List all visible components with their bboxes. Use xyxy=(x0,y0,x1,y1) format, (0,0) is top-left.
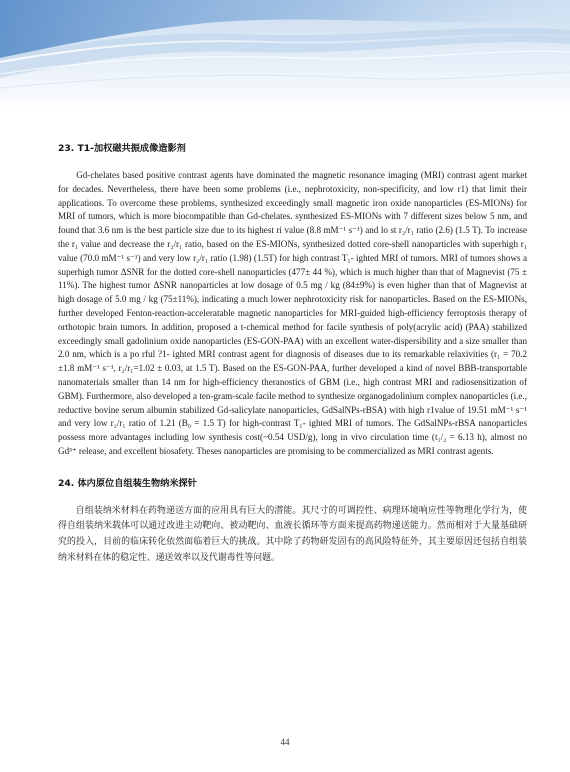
section-23-paragraph: Gd-chelates based positive contrast agents have dominated the magnetic resonance imaging (MRI) contrast agent market for decades. Nevertheless, there have been some problems (i.e., nephrotoxicity, non-specificity, and low r1) that limit their applications. To overcome these problems, synthesized exceedingly small magnetic iron oxide nanoparticles (ES-MIONs) for MRI of tumors, which is more biocompatible than Gd-chelates. synthesized ES-MIONs with 7 different sizes below 5 nm, and found that 3.6 nm is the best particle size due to its highest ri value (8.8 mM⁻¹ s⁻¹) and lo st r₂/r₁ ratio (2.6) (1.5 T). To increase the r₁ value and decrease the r₂/r₁ ratio, based on the ES-MIONs, synthesized dotted core-shell nanoparticles with superhigh r₁ value (70.0 mM⁻¹ s⁻¹) and very low r₂/r₁ ratio (1.98) (1.5T) for high contrast T₁- ighted MRI of tumors. MRI of tumors shows a superhigh tumor ΔSNR for the dotted core-shell nanoparticles (477± 44 %), which is much higher than that of Magnevist (75 ± 11%). The highest tumor ΔSNR nanoparticles at low dosage of 0.5 mg / kg (84±9%) is even higher than that of Magnevist at high dosage of 5.0 mg / kg (75±11%), indicating a much lower nephrotoxicity risk for nanoparticles. Based on the ES-MIONs, further developed Fenton-reaction-acceleratable magnetic nanoparticles for MRI-guided high-efficiency ferroptosis therapy of orthotopic brain tumors. In addition, proposed a t-chemical method for facile synthesis of poly(acrylic acid) (PAA) stabilized exceedingly small gadolinium oxide nanoparticles (ES-GON-PAA) with an excellent water-dispersibility and a size smaller than 2.0 nm, which is a po rful ?1- ighted MRI contrast agent for diagnosis of diseases due to its remarkable relaxivities (r₁ = 70.2 ±1.8 mM⁻¹ s⁻¹, r₂/r₁=1.02 ± 0.03, at 1.5 T). Based on the ES-GON-PAA, further developed a kind of novel BBB-transportable nanomaterials smaller than 14 nm for high-efficiency theranostics of GBM (i.e., high contrast MRI and radiosensitization of GBM). Furthermore, also developed a ten-gram-scale facile method to synthesize organogadolinium complex nanoparticles (i.e., reductive bovine serum albumin stabilized Gd-salicylate nanoparticles, GdSalNPs-rBSA) with high r1value of 19.51 mM⁻¹ s⁻¹ and very low r₂/r₁ ratio of 1.21 (B₀ = 1.5 T) for high-contrast T₁- ighted MRI of tumors. The GdSalNPs-rBSA nanoparticles possess more advantages including low synthesis cost(~0.54 USD/g), long in vivo circulation time (t₁/₂ = 6.13 h), almost no Gd³⁺ release, and excellent biosafety. Theses nanoparticles are promising to be commercialized as MRI contrast agents. xyxy=(58,170,527,456)
header-banner-graphic xyxy=(0,0,570,112)
section-23-heading: 23. T1-加权磁共振成像造影剂 xyxy=(58,143,186,154)
document-body xyxy=(58,142,527,566)
section-24-paragraph: 自组装纳米材料在药物递送方面的应用具有巨大的潜能。其尺寸的可调控性、病理环境响应性等物理化学行为，使得自组装纳米载体可以通过改进主动靶向、被动靶向、血液长循环等方面来提高药物递送能力。然而相对于大量基础研究的投入，目前的临床转化依然面临着巨大的挑战。其中除了药物研发固有的高风险特征外，其主要原因还包括自组装纳米材料在体的稳定性、递送效率以及代谢毒性等问题。 xyxy=(58,505,527,563)
header-banner xyxy=(0,0,570,112)
page-number: 44 xyxy=(280,737,290,747)
section-24-heading: 24. 体内原位自组装生物纳米探针 xyxy=(58,477,197,489)
